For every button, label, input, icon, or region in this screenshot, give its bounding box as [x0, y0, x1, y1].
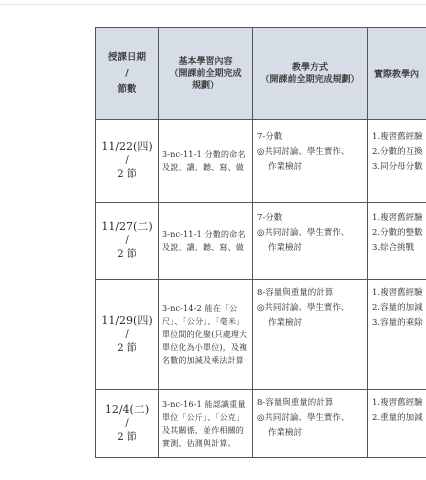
- actual-cell: 1.複習舊經驗 2.分數的整數 3.綜合挑戰: [368, 203, 426, 280]
- actual-cell: 1.複習舊經驗 2.容量的加減 3.容量的乘除: [368, 280, 426, 390]
- date-cell: 11/27(二) / 2 節: [96, 203, 159, 280]
- schedule-table: [95, 27, 426, 458]
- table-row: [96, 280, 426, 390]
- method-cell: 8-容量與重量的計算 ◎共同討論、學生實作、 作業檢討: [253, 390, 368, 458]
- table-header-row: [96, 28, 426, 120]
- date-cell: 11/29(四) / 2 節: [96, 280, 159, 390]
- table-row: [96, 120, 426, 203]
- content-cell: 3-nc-11-1 分數的命名及說、讀、聽、寫、做: [159, 120, 253, 203]
- content-cell: 3-nc-16-1 能認識重量單位「公斤」、「公克」及其關係，並作相關的實測、估測與計算。: [159, 390, 253, 458]
- method-cell: 7-分數 ◎共同討論、學生實作、 作業檢討: [253, 120, 368, 203]
- header-basic-content: 基本學習內容 （開課前全期完成 規劃）: [159, 28, 253, 120]
- header-date-period: 授課日期 / 節數: [96, 28, 159, 120]
- actual-cell: 1.複習舊經驗 2.重量的加減: [368, 390, 426, 458]
- method-cell: 8-容量與重量的計算 ◎共同討論、學生實作、 作業檢討: [253, 280, 368, 390]
- date-cell: 12/4(二) / 2 節: [96, 390, 159, 458]
- method-cell: 7-分數 ◎共同討論、學生實作、 作業檢討: [253, 203, 368, 280]
- table-row: [96, 390, 426, 458]
- header-actual-content: 實際教學內: [368, 28, 426, 120]
- date-cell: 11/22(四) / 2 節: [96, 120, 159, 203]
- table-row: [96, 203, 426, 280]
- content-cell: 3-nc-11-1 分數的命名及說、讀、聽、寫、做: [159, 203, 253, 280]
- actual-cell: 1.複習舊經驗 2.分數的互換 3.同分母分數: [368, 120, 426, 203]
- header-teaching-method: 教學方式 （開課前全期完成規劃）: [253, 28, 368, 120]
- content-cell: 3-nc-14-2 能在「公尺」、「公分」、「毫米」單位間的化聚(只處理大單位化為小單位)，及複名數的加減及乘法計算: [159, 280, 253, 390]
- page-top-rule: [0, 4, 426, 5]
